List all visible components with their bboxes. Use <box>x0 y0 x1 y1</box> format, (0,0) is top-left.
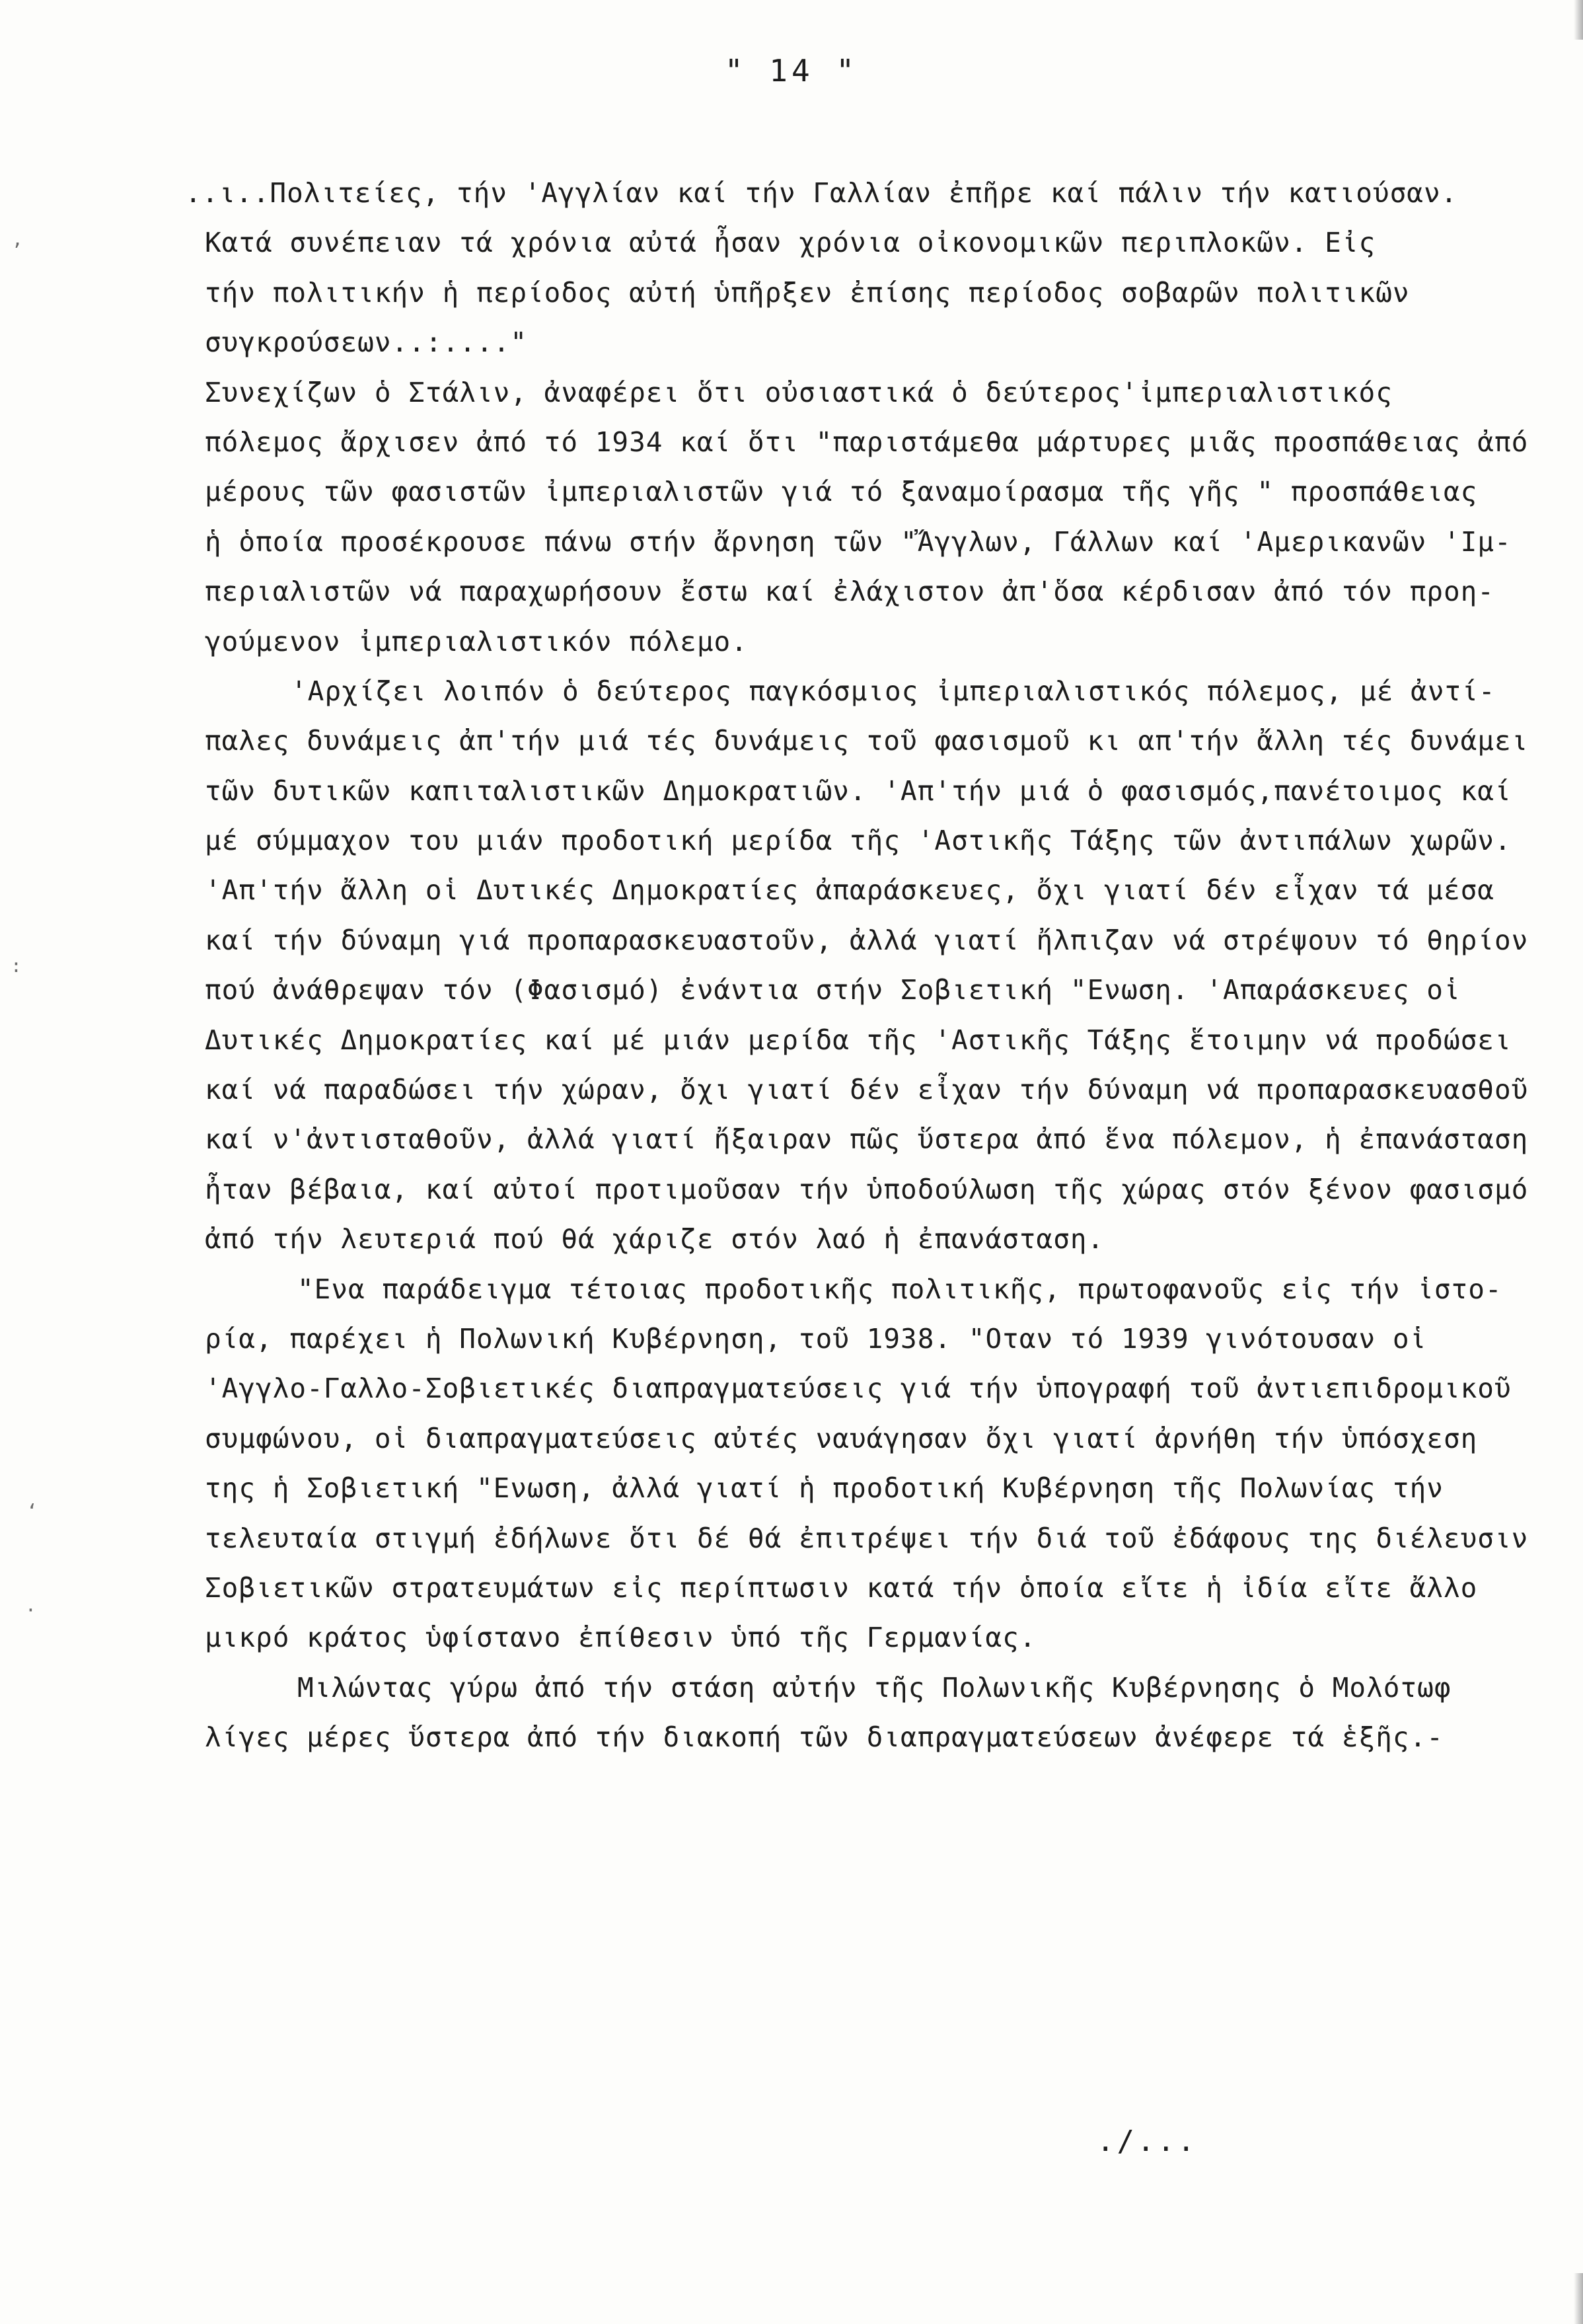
text-line: ἡ ὁποία προσέκρουσε πάνω στήν ἄρνηση τῶν "Ἄγγλων, Γάλλων καί 'Αμερικανῶν 'Ιμ- <box>205 525 1512 558</box>
body-text <box>185 169 1546 1763</box>
text-line: 'Απ'τήν ἄλλη οἱ Δυτικές Δημοκρατίες ἀπαράσκευες, ὄχι γιατί δέν εἶχαν τά μέσα <box>205 874 1494 907</box>
text-line: μικρό κράτος ὑφίστανο ἐπίθεσιν ὑπό τῆς Γερμανίας. <box>205 1622 1037 1654</box>
text-line: ἦταν βέβαια, καί αὐτοί προτιμοῦσαν τήν ὑποδούλωση τῆς χώρας στόν ξένον φασισμό <box>205 1173 1529 1205</box>
paragraph-start-line: Συνεχίζων ὁ Στάλιν, ἀναφέρει ὅτι οὐσιαστικά ὁ δεύτερος'ἰμπεριαλιστικός <box>205 376 1393 408</box>
scan-edge-shadow <box>1574 0 1583 40</box>
text-line: 'Αγγλο-Γαλλο-Σοβιετικές διαπραγματεύσεις γιά τήν ὑπογραφή τοῦ ἀντιεπιδρομικοῦ <box>205 1372 1512 1405</box>
margin-speck: · <box>25 1599 36 1621</box>
text-line: καί τήν δύναμη γιά προπαρασκευαστοῦν, ἀλλά γιατί ἤλπιζαν νά στρέψουν τό θηρίον <box>205 924 1529 956</box>
text-line: μέρους τῶν φασιστῶν ἰμπεριαλιστῶν γιά τό ξαναμοίρασμα τῆς γῆς " προσπάθειας <box>205 476 1478 508</box>
margin-speck: ‚ <box>12 228 23 250</box>
text-line: γούμενον ἰμπεριαλιστικόν πόλεμο. <box>205 625 748 657</box>
text-line: τήν πολιτικήν ἡ περίοδος αὐτή ὑπῆρξεν ἐπίσης περίοδος σοβαρῶν πολιτικῶν <box>205 276 1410 309</box>
text-line: περιαλιστῶν νά παραχωρήσουν ἔστω καί ἐλάχιστον ἀπ'ὅσα κέρδισαν ἀπό τόν προη- <box>205 576 1494 608</box>
paragraph-start-line: Μιλώντας γύρω ἀπό τήν στάση αὐτήν τῆς Πολωνικῆς Κυβέρνησης ὁ Μολότωφ <box>297 1671 1452 1704</box>
text-line: της ἡ Σοβιετική "Ενωση, ἀλλά γιατί ἡ προδοτική Κυβέρνηση τῆς Πολωνίας τήν <box>205 1472 1444 1505</box>
text-line: ἀπό τήν λευτεριά πού θά χάριζε στόν λαό ἡ ἐπανάσταση. <box>205 1223 1105 1256</box>
continuation-mark: ./... <box>1097 2124 1198 2158</box>
text-line: καί ν'ἀντισταθοῦν, ἀλλά γιατί ἤξαιραν πῶς ὕστερα ἀπό ἕνα πόλεμον, ἡ ἐπανάσταση <box>205 1123 1529 1156</box>
text-line: Σοβιετικῶν στρατευμάτων εἰς περίπτωσιν κατά τήν ὁποία εἴτε ἡ ἰδία εἴτε ἄλλο <box>205 1571 1478 1604</box>
text-line: ..ι..Πολιτείες, τήν 'Αγγλίαν καί τήν Γαλλίαν ἐπῆρε καί πάλιν τήν κατιούσαν. <box>185 177 1458 209</box>
text-line: καί νά παραδώσει τήν χώραν, ὄχι γιατί δέν εἶχαν τήν δύναμη νά προπαρασκευασθοῦ <box>205 1074 1529 1106</box>
text-line: τελευταία στιγμή ἐδήλωνε ὅτι δέ θά ἐπιτρέψει τήν διά τοῦ ἐδάφους της διέλευσιν <box>205 1522 1529 1554</box>
text-line: πού ἀνάθρεψαν τόν (Φασισμό) ἐνάντια στήν Σοβιετική "Ενωση. 'Απαράσκευες οἱ <box>205 974 1461 1006</box>
paragraph-start-line: 'Αρχίζει λοιπόν ὁ δεύτερος παγκόσμιος ἰμπεριαλιστικός πόλεμος, μέ ἀντί- <box>291 675 1496 707</box>
text-line: ρία, παρέχει ἡ Πολωνική Κυβέρνηση, τοῦ 1938. "Οταν τό 1939 γινότουσαν οἱ <box>205 1322 1427 1355</box>
text-line: μέ σύμμαχον του μιάν προδοτική μερίδα τῆς 'Αστικῆς Τάξης τῶν ἀντιπάλων χωρῶν. <box>205 825 1512 857</box>
margin-speck: ‘ <box>26 1500 38 1522</box>
text-line: πόλεμος ἄρχισεν ἀπό τό 1934 καί ὅτι "παριστάμεθα μάρτυρες μιᾶς προσπάθειας ἀπό <box>205 426 1529 458</box>
text-line: τῶν δυτικῶν καπιταλιστικῶν Δημοκρατιῶν. 'Απ'τήν μιά ὁ φασισμός,πανέτοιμος καί <box>205 774 1512 807</box>
text-line: συγκρούσεων..:...." <box>205 326 527 359</box>
scan-edge-shadow <box>1574 2273 1583 2324</box>
text-line: συμφώνου, οἱ διαπραγματεύσεις αὐτές ναυάγησαν ὄχι γιατί ἀρνήθη τήν ὑπόσχεση <box>205 1422 1478 1454</box>
page-number: " 14 " <box>724 53 859 89</box>
text-line: παλες δυνάμεις ἀπ'τήν μιά τές δυνάμεις τοῦ φασισμοῦ κι απ'τήν ἄλλη τές δυνάμει <box>205 725 1529 757</box>
text-line: Δυτικές Δημοκρατίες καί μέ μιάν μερίδα τῆς 'Αστικῆς Τάξης ἕτοιμην νά προδώσει <box>205 1024 1512 1056</box>
text-line: Κατά συνέπειαν τά χρόνια αὐτά ἦσαν χρόνια οἰκονομικῶν περιπλοκῶν. Εἰς <box>205 227 1376 259</box>
margin-speck: : <box>11 955 22 977</box>
paragraph-start-line: "Ενα παράδειγμα τέτοιας προδοτικῆς πολιτικῆς, πρωτοφανοῦς εἰς τήν ἱστο- <box>297 1273 1502 1305</box>
text-line: λίγες μέρες ὕστερα ἀπό τήν διακοπή τῶν διαπραγματεύσεων ἀνέφερε τά ἑξῆς.- <box>205 1721 1444 1754</box>
